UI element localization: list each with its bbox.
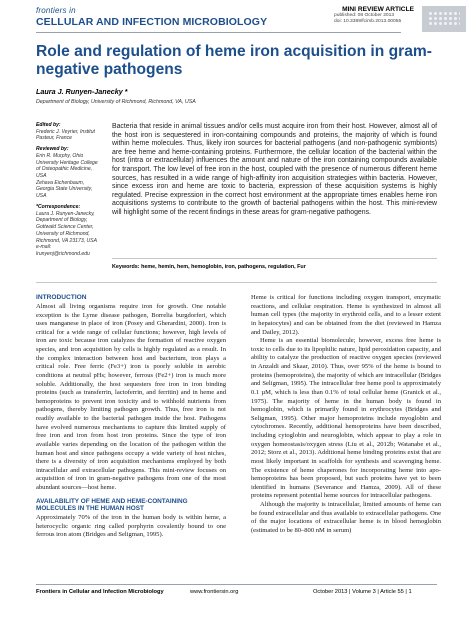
- section-heading-introduction: INTRODUCTION: [36, 294, 87, 301]
- abstract-text: Bacteria that reside in animal tissues and/or cells must acquire iron from their host. However, almost all of the host iron is sequestered in iron-containing compounds and proteins, the majority of which is found within heme molecules. Thus, likely iron sources for bacterial pathogens (and non-pathogenic symbionts) are free heme and heme-containing proteins. Furthermore, the cellular location of the bacterial within the host (intra or extracellular) influences the amount and nature of the iron containing compounds available for transport. The low level of free iron in the host, coupled with the presence of numerous different heme sources, has resulted in a wide range of high-affinity iron acquisition strategies within bacteria. However, since excess iron and heme are toxic to bacteria, expression of these acquisition systems is highly regulated. Precise expression in the correct host environment at the appropriate times enables heme iron acquisitions systems to contribute to the growth of bacterial pathogens within the host. This mini-review will highlight some of the recent findings in these areas for gram-negative pathogens.: [112, 123, 437, 216]
- correspondence-info: Laura J. Runyen-Janecky, Department of Biology, Gottwald Science Center, University of Richmond, Richmond, VA 23173, USA e-mail: lrunyenj@richmond.edu: [36, 210, 97, 257]
- author-affiliation: Department of Biology, University of Richmond, Richmond, VA, USA: [36, 99, 196, 105]
- editor-info: Frederic J. Veyrier, Institut Pasteur, France: [36, 128, 95, 142]
- abstract-divider: [112, 258, 437, 259]
- keywords-label: Keywords:: [112, 264, 140, 270]
- journal-header: [0, 0, 474, 36]
- journal-name-line1: frontiers in: [36, 6, 76, 15]
- article-title: Role and regulation of heme iron acquisition in gram-negative pathogens: [36, 43, 432, 79]
- footer-issue-info: October 2013 | Volume 3 | Article 55 | 1: [313, 589, 412, 595]
- keywords-divider: [36, 282, 437, 283]
- body-column-right: [251, 294, 441, 536]
- dot-pattern-icon: [428, 11, 460, 27]
- published-date: published: 08 October 2013: [334, 13, 395, 18]
- header-divider: [36, 32, 401, 33]
- keywords-line: [112, 264, 437, 270]
- body-paragraph-2: Heme is an essential biomolecule; however, excess free heme is toxic to cells due to its lipophilic nature, lipid peroxidation capacity, and ability to catalyze the production of reactive oxygen species (reviewed in Anzaldi and Skaar, 2010). Thus, over 95% of the heme is bound to proteins (hemoproteins), the majority of which are intracellular (Bridges and Seligman, 1995). The intracellular free heme pool is approximately 0.1 µM, which is less than 0.1% of total cellular heme (Granick et al., 1975). The majority of heme in the human body is found in hemoglobin, which is primarily found in erythrocytes (Bridges and Seligman, 1995). Other major hemoproteins include myoglobin and cytochromes. Recently, additional hemoproteins have been described, including cytoglobin and neuroglobin, which appear to play a role in oxygen homeostasis/oxygen stress (Liu et al., 2012b; Watanabe et al., 2012; Storz et al., 2013). Additional heme binding proteins exist that are most likely important in scaffolds for synthesis and scavenging heme. The existence of heme chaperones for incorporating heme into apo-hemoproteins has been proposed, but such proteins have yet to been identified in humans (Severance and Hamza, 2009). All of these proteins represent potential heme sources for intracellular pathogens.: [251, 337, 441, 500]
- journal-logo[interactable]: [36, 7, 267, 28]
- header-decorative-tab: [422, 6, 466, 32]
- keywords-text: heme, hemin, hem, hemoglobin, iron, pathogens, regulation, Fur: [141, 264, 306, 270]
- body-paragraph-1: Heme is critical for functions including oxygen transport, enzymatic reactions, and cellular respiration. Heme is synthesized in almost all human cell types (the majority in erythroid cells, and to a lesser extent in hepatocytes) and can be obtained from the diet (reviewed in Hamza and Dailey, 2012).: [251, 294, 441, 336]
- footer-website-link[interactable]: www.frontiersin.org: [190, 589, 239, 595]
- correspondence-label: *Correspondence:: [36, 203, 81, 210]
- reviewer-info: Erin R. Murphy, Ohio University Heritage College of Osteopathic Medicine, USA Zehava Eichenbaum, Georgia State University, USA: [36, 152, 98, 200]
- footer-divider: [36, 584, 437, 585]
- editorial-sidebar: [36, 122, 98, 258]
- author-name[interactable]: Laura J. Runyen-Janecky *: [36, 87, 128, 96]
- body-paragraph-3: Although the majority is intracellular, limited amounts of heme can be found extracellular and thus available to extracellular pathogens. One of the major locations of extracellular heme is in blood hemoglobin (estimated to be 80–800 nM in serum): [251, 501, 441, 534]
- heme-availability-paragraph: Approximately 70% of the iron in the human body is within heme, a heterocyclic organic ring called porphyrin covalently bound to one ferrous iron atom (Bridges and Seligman, 1995).: [36, 514, 226, 539]
- journal-name-line2: CELLULAR AND INFECTION MICROBIOLOGY: [36, 16, 268, 28]
- intro-paragraph: Almost all living organisms require iron for growth. One notable exception is the Lyme disease pathogen, Borrelia burgdorferi, which uses manganese in place of iron (Posey and Gherardini, 2000). Iron is critical for a wide range of cellular functions; however, high levels of iron are toxic because iron catalyzes the formation of reactive oxygen species, and iron acquisition by cells is highly regulated as a result. In the complex interaction between host and bacterium, iron plays a critical role. Free ferric (Fe3+) iron is poorly soluble in aerobic conditions at neutral pHs; however, ferrous (Fe2+) iron is much more soluble. Additionally, the host sequesters free iron in iron binding proteins (such as transferrin, lactoferrin, and ferritin) and in heme and hemoproteins to prevent iron toxicity and to withhold nutrients from pathogens, thereby limiting pathogen growth. Thus, free iron is not readily available to the bacterial pathogen inside the host. Pathogens have evolved numerous mechanisms to capture this limited supply of free iron and iron from host iron proteins. Since the type of iron available varies depending on the location of the pathogen within the human host and since pathogens occupy a wide variety of host niches, there is a diversity of iron acquisition mechanisms employed by both intracellular and extracellular pathogens. This mini-review focuses on acquisition of iron in gram-negative pathogens from one of the most abundant sources—host heme.: [36, 302, 226, 492]
- reviewed-by-label: Reviewed by:: [36, 146, 69, 153]
- article-type-label: MINI REVIEW ARTICLE: [342, 6, 414, 13]
- article-meta: [334, 13, 414, 25]
- doi-link[interactable]: doi: 10.3389/fcimb.2013.00055: [334, 18, 402, 24]
- body-column-left: [36, 294, 226, 540]
- edited-by-label: Edited by:: [36, 122, 61, 128]
- footer-journal-name: Frontiers in Cellular and Infection Microbiology: [36, 589, 164, 595]
- section-heading-heme-availability: AVAILABILITY OF HEME AND HEME-CONTAINING MOLECULES IN THE HUMAN HOST: [36, 497, 188, 513]
